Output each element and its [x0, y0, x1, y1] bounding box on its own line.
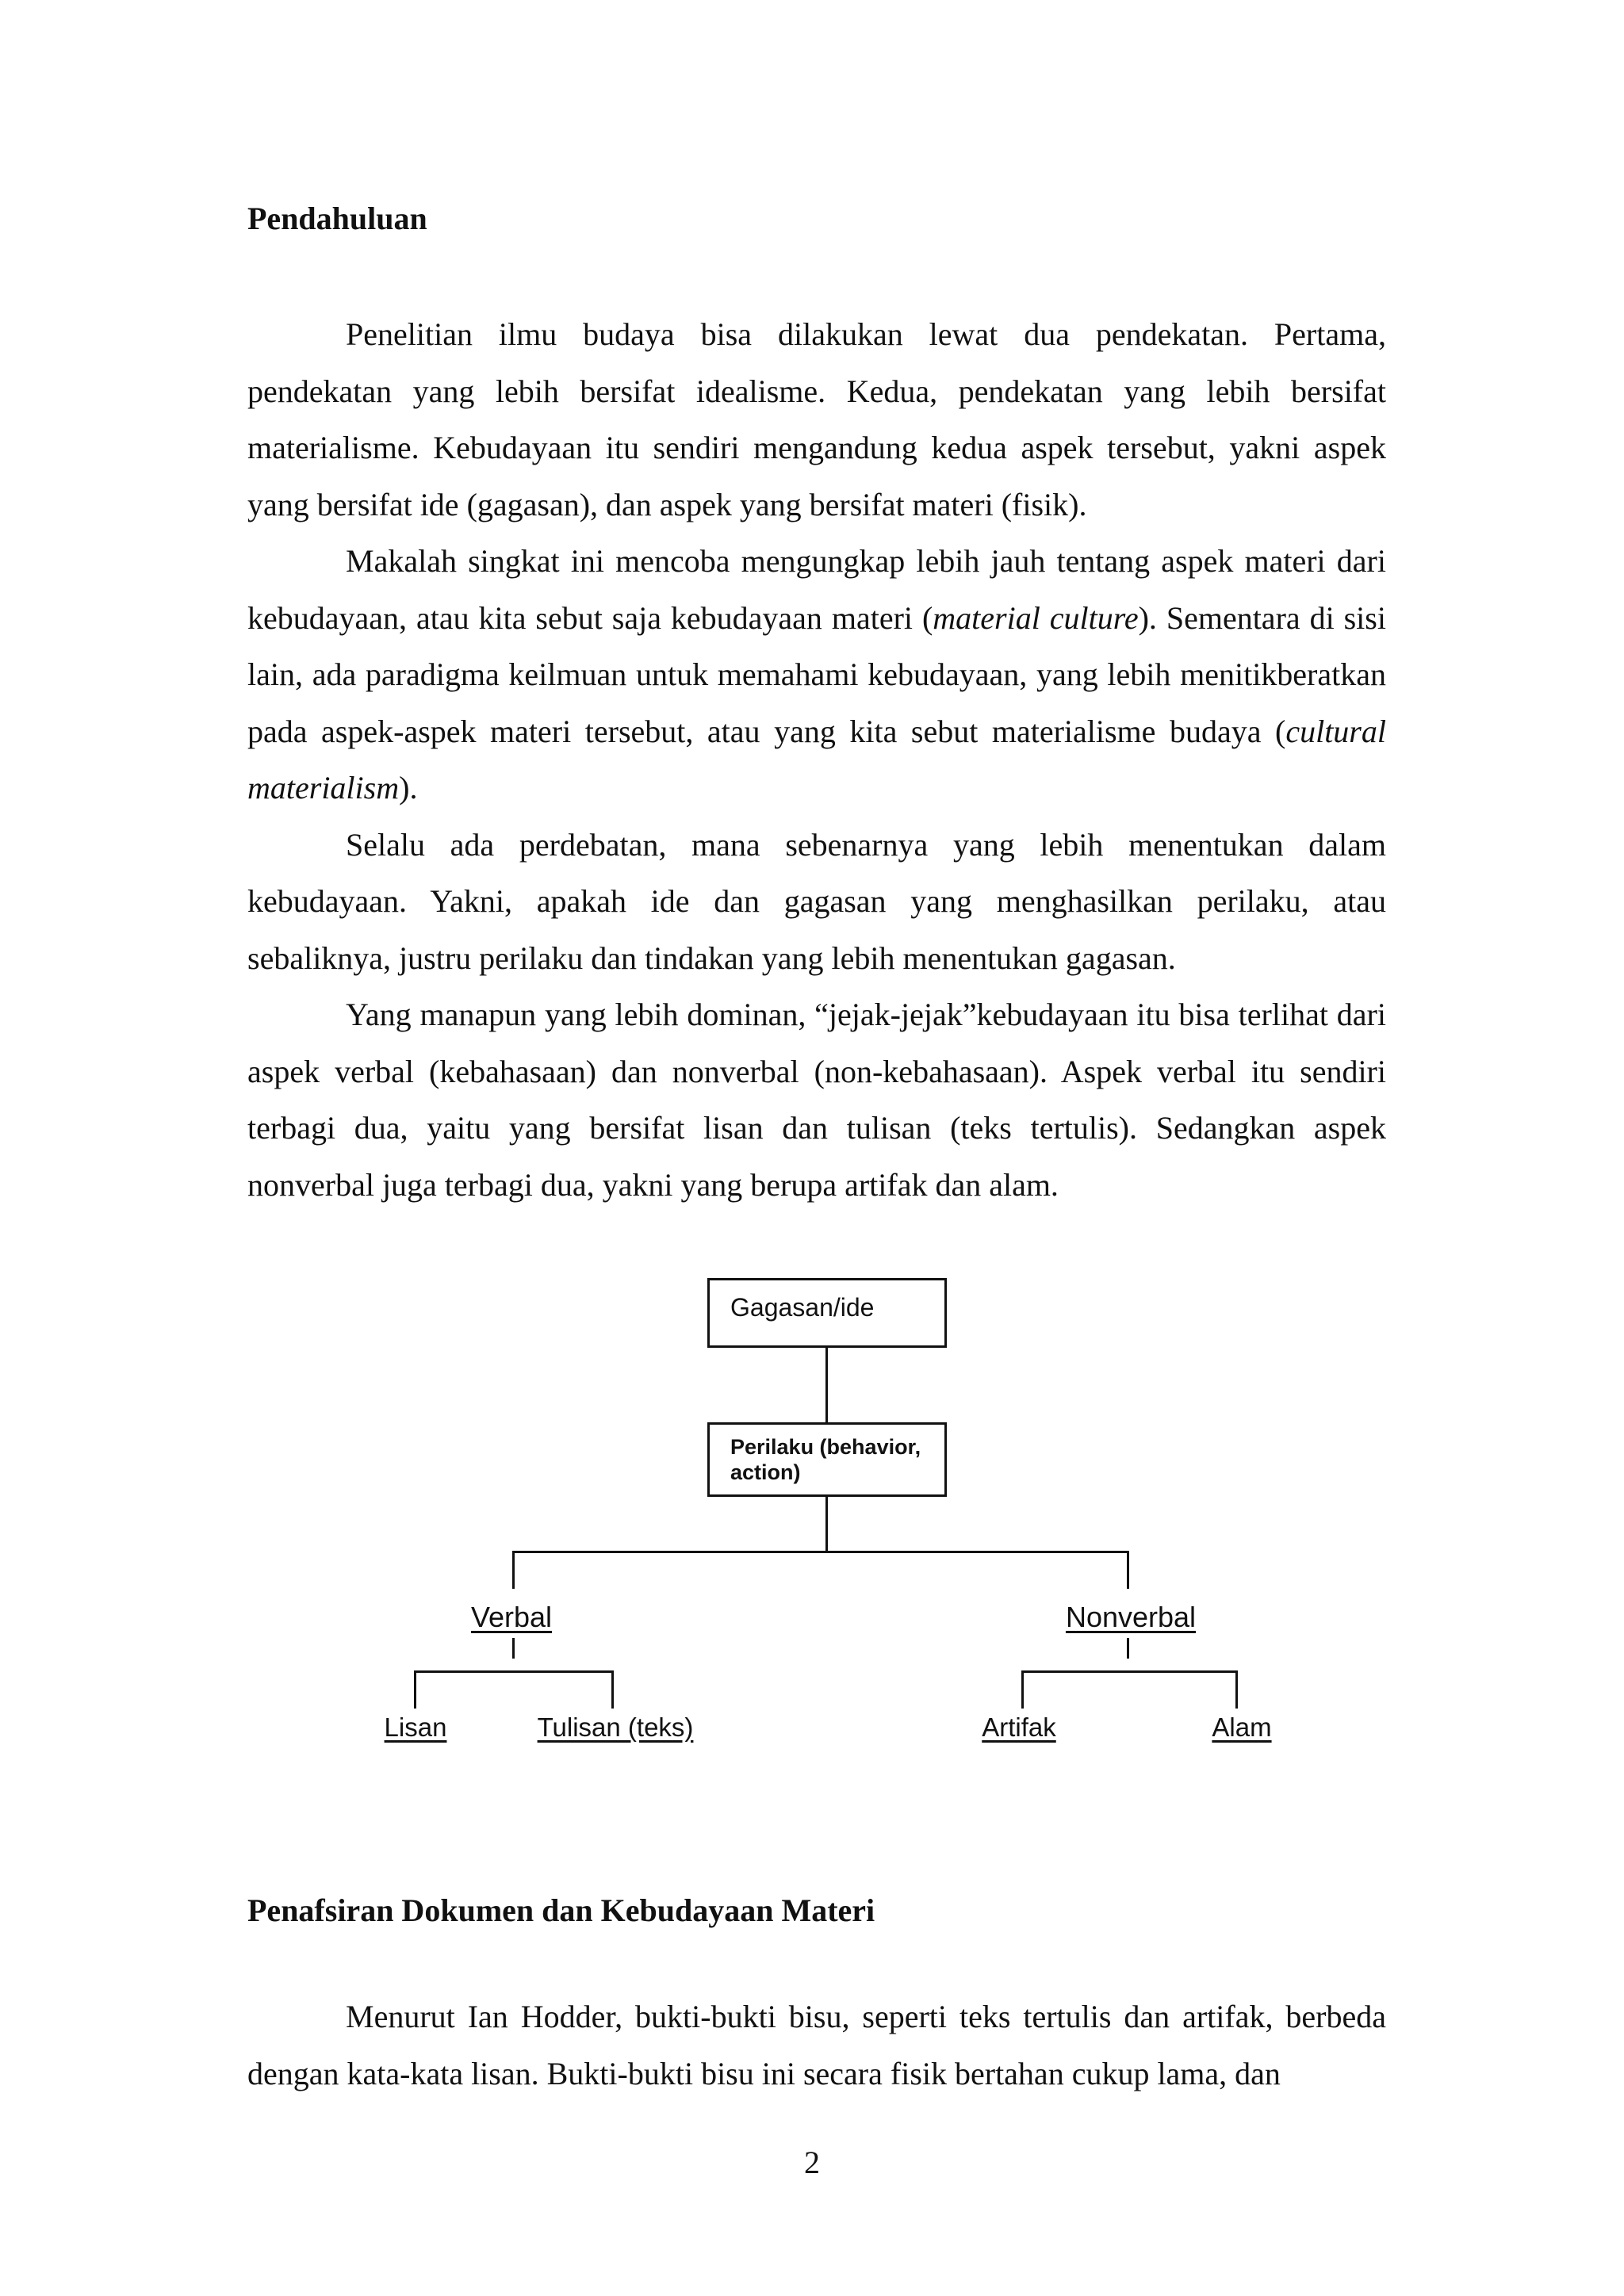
paragraph-3: Selalu ada perdebatan, mana sebenarnya yang lebih menentukan dalam kebudayaan. Yakni, apakah ide dan gagasan yang menghasilkan perilaku, atau sebaliknya, justru perilaku dan tindakan yang lebih menentukan gagasan. — [247, 826, 1386, 976]
connector-alam — [1235, 1670, 1238, 1709]
paragraph-2-text-e: ). — [399, 770, 418, 806]
connector-verbal-split — [414, 1670, 614, 1673]
page-number: 2 — [804, 2145, 820, 2180]
paragraph-4: Yang manapun yang lebih dominan, “jejak-jejak”kebudayaan itu bisa terlihat dari aspek verbal (kebahasaan) dan nonverbal (non-kebahasaan). Aspek verbal itu sendiri terbagi dua, yaitu yang bersifat lisan dan tulisan (teks tertulis). Sedangkan aspek nonverbal juga terbagi dua, yakni yang berupa artifak dan alam. — [247, 997, 1386, 1203]
connector-perilaku-down — [825, 1497, 828, 1552]
connector-nonverbal-down — [1127, 1638, 1129, 1659]
connector-lisan — [414, 1670, 416, 1709]
diagram-box-perilaku: Perilaku (behavior, action) — [707, 1422, 947, 1497]
diagram-label-alam: Alam — [1212, 1712, 1272, 1742]
paragraph-2-text-c: ). Sementara di sisi lain, ada paradigma keilmuan untuk memahami kebudayaan, yang lebih menitikberatkan pada aspek-aspek materi tersebut, atau yang kita sebut materialisme budaya ( — [247, 599, 1386, 749]
section-heading-penafsiran: Penafsiran Dokumen dan Kebudayaan Materi — [247, 1892, 875, 1928]
paragraph-5: Menurut Ian Hodder, bukti-bukti bisu, seperti teks tertulis dan artifak, berbeda dengan kata-kata lisan. Bukti-bukti bisu ini secara fisik bertahan cukup lama, dan — [247, 1999, 1386, 2091]
diagram-label-verbal: Verbal — [470, 1601, 553, 1633]
paragraph-2 — [247, 533, 1386, 817]
connector-tulisan — [611, 1670, 614, 1709]
connector-artifak — [1021, 1670, 1024, 1709]
diagram-label-nonverbal: Nonverbal — [1065, 1601, 1197, 1633]
connector-branch-horizontal — [512, 1551, 1129, 1553]
connector-nonverbal-split — [1021, 1670, 1238, 1673]
paragraph-1: Penelitian ilmu budaya bisa dilakukan lewat dua pendekatan. Pertama, pendekatan yang lebih bersifat idealisme. Kedua, pendekatan yang lebih bersifat materialisme. Kebudayaan itu sendiri mengandung kedua aspek tersebut, yakni aspek yang bersifat ide (gagasan), dan aspek yang bersifat materi (fisik). — [247, 316, 1386, 522]
diagram-box-gagasan: Gagasan/ide — [707, 1278, 947, 1348]
diagram-label-artifak: Artifak — [982, 1712, 1056, 1742]
diagram-label-lisan: Lisan — [384, 1712, 447, 1742]
diagram-label-tulisan: Tulisan (teks) — [537, 1712, 694, 1742]
paragraph-2-text-a: Makalah singkat ini mencoba mengungkap lebih jauh tentang aspek materi dari kebudayaan, atau kita sebut saja kebudayaan materi ( — [247, 543, 1386, 636]
term-material-culture: material culture — [933, 599, 1139, 636]
section-heading-pendahuluan: Pendahuluan — [247, 201, 427, 236]
connector-verbal-down — [512, 1638, 515, 1659]
body-text-intro — [247, 306, 1386, 1213]
connector-branch-verbal — [512, 1551, 515, 1589]
connector-branch-nonverbal — [1127, 1551, 1129, 1589]
body-text-penafsiran — [247, 1988, 1386, 2102]
connector-gagasan-perilaku — [825, 1348, 828, 1422]
term-cultural-materialism: cultural materialism — [247, 713, 1386, 806]
